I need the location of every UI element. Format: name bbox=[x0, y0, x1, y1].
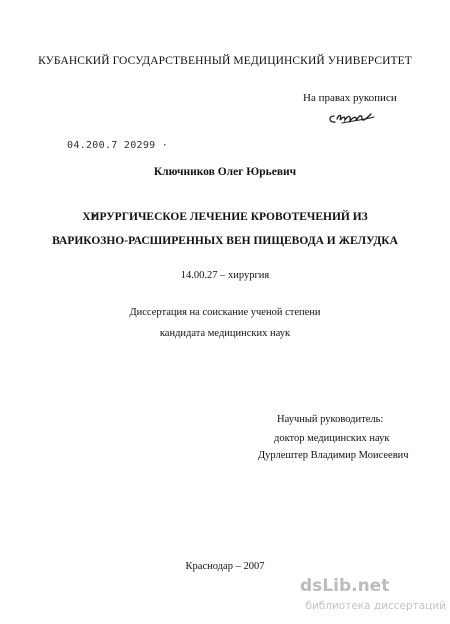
supervisor-label: Научный руководитель: bbox=[277, 414, 384, 425]
author-name: Ключников Олег Юрьевич bbox=[153, 166, 297, 178]
handwritten-signature bbox=[326, 104, 378, 126]
dslib-watermark[interactable] bbox=[300, 574, 446, 622]
specialty-code: 14.00.27 – хирургия bbox=[180, 270, 270, 281]
watermark-logo: dsLib.net bbox=[300, 576, 390, 596]
registration-code: 04.200.7 20299 · bbox=[67, 140, 169, 151]
supervisor-name: Дурлештер Владимир Моисеевич bbox=[258, 450, 409, 461]
degree-statement-line-1: Диссертация на соискание ученой степени bbox=[129, 307, 321, 318]
supervisor-degree: доктор медицинских наук bbox=[274, 433, 390, 444]
watermark-subtitle: библиотека диссертаций bbox=[305, 600, 446, 612]
manuscript-rights-note: На правах рукописи bbox=[303, 92, 397, 104]
university-name: КУБАНСКИЙ ГОСУДАРСТВЕННЫЙ МЕДИЦИНСКИЙ УНИВЕРСИТЕТ bbox=[38, 55, 412, 67]
dissertation-title-line-1: ХИРУРГИЧЕСКОЕ ЛЕЧЕНИЕ КРОВОТЕЧЕНИЙ ИЗ bbox=[82, 211, 368, 223]
degree-statement-line-2: кандидата медицинских наук bbox=[159, 328, 291, 339]
dissertation-title-line-2: ВАРИКОЗНО-РАСШИРЕННЫХ ВЕН ПИЩЕВОДА И ЖЕЛУДКА bbox=[52, 235, 398, 247]
place-and-year: Краснодар – 2007 bbox=[185, 561, 265, 572]
